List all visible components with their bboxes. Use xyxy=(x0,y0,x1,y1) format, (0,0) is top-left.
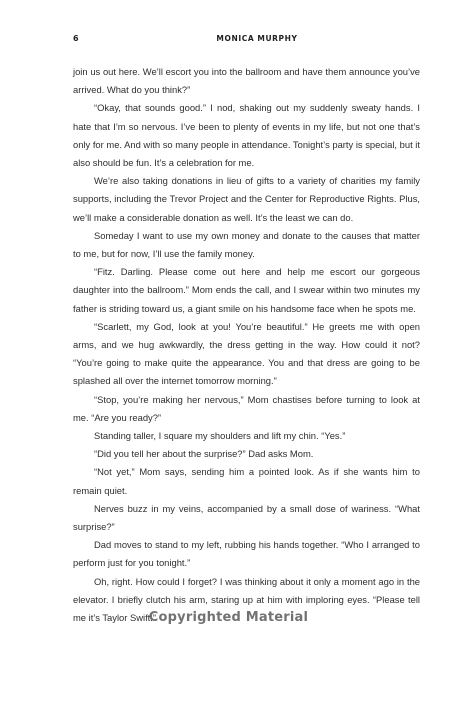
paragraph: “Scarlett, my God, look at you! You’re beautiful.” He greets me with open arms, and we hug awkwardly, the dress getting in the way. How could it not? “You’re going to make quite the appearance. You and that dress are going to be splashed all over the internet tomorrow morning.” xyxy=(73,320,420,387)
paragraph: Standing taller, I square my shoulders and lift my chin. “Yes.” xyxy=(94,430,346,442)
paragraph: “Not yet,” Mom says, sending him a pointed look. As if she wants him to remain quiet. xyxy=(73,466,420,496)
paragraph: Dad moves to stand to my left, rubbing his hands together. “Who I arranged to perform just for you tonight.” xyxy=(73,539,420,569)
paragraph: “Stop, you’re making her nervous,” Mom chastises before turning to look at me. “Are you ready?” xyxy=(73,393,420,423)
paragraph: Nerves buzz in my veins, accompanied by a small dose of wariness. “What surprise?” xyxy=(73,502,420,533)
paragraph: join us out here. We’ll escort you into the ballroom and have them announce you’ve arrived. What do you think?” xyxy=(73,66,420,96)
paragraph: Oh, right. How could I forget? I was thinking about it only a moment ago in the elevator. I briefly clutch his arm, staring up at him with imploring eyes. “Please tell me it’s Taylor Swift.” xyxy=(73,575,420,624)
running-head: MONICA MURPHY xyxy=(216,34,298,43)
paragraph: “Did you tell her about the surprise?” Dad asks Mom. xyxy=(94,448,314,460)
copyright-watermark: Copyrighted Material xyxy=(148,610,309,625)
paragraph: We’re also taking donations in lieu of gifts to a variety of charities my family supports, including the Trevor Project and the Center for Reproductive Rights. Plus, we’ll make a considerable donation as well. It’s the least we can do. xyxy=(73,175,420,223)
paragraph: “Okay, that sounds good.” I nod, shaking out my suddenly sweaty hands. I hate that I’m so nervous. I’ve been to plenty of events in my life, but not one that’s only for me. And with so many people in attendance. Tonight’s party is special, but it also should be fun. It’s a celebration for me. xyxy=(73,102,420,169)
paragraph: “Fitz. Darling. Please come out here and help me escort our gorgeous daughter into the ballroom.” Mom ends the call, and I swear within two minutes my father is striding toward us, a giant smile on his handsome face when he spots me. xyxy=(73,266,420,314)
body-text xyxy=(73,63,420,627)
page-header xyxy=(73,34,421,48)
paragraph: Someday I want to use my own money and donate to the causes that matter to me, but for now, I’ll use the family money. xyxy=(73,229,420,260)
page-number: 6 xyxy=(73,34,79,43)
